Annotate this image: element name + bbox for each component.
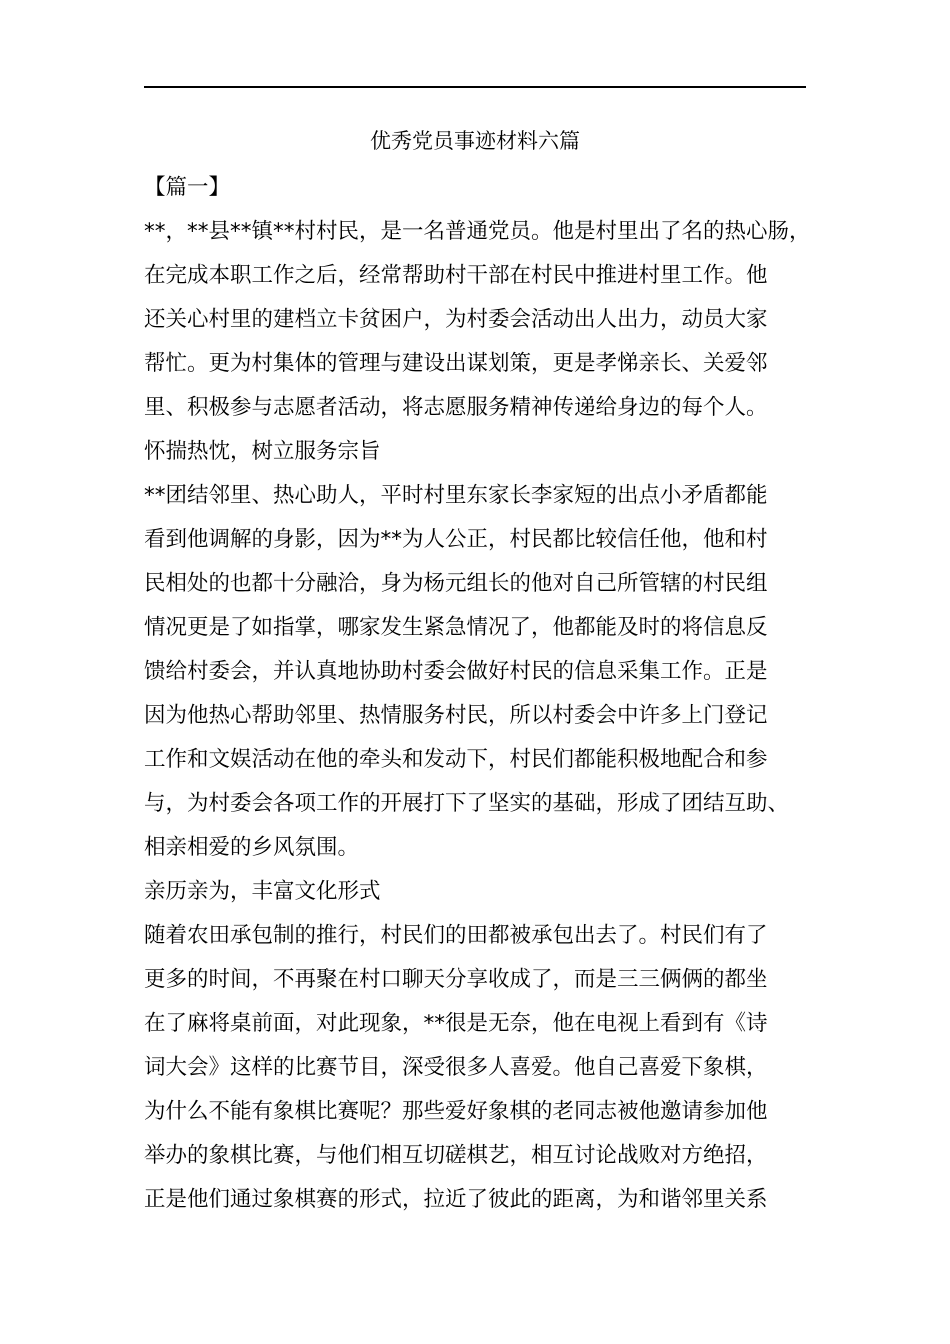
paragraph-line: 里、积极参与志愿者活动，将志愿服务精神传递给身边的每个人。 — [144, 395, 768, 420]
paragraph-line: 在了麻将桌前面，对此现象，**很是无奈，他在电视上看到有《诗 — [144, 1011, 768, 1036]
paragraph-line: 情况更是了如指掌，哪家发生紧急情况了，他都能及时的将信息反 — [144, 615, 768, 640]
paragraph-line: 词大会》这样的比赛节目，深受很多人喜爱。他自己喜爱下象棋， — [144, 1055, 768, 1080]
header-rule — [144, 86, 806, 88]
paragraph-line: 相亲相爱的乡风氛围。 — [144, 835, 360, 860]
subheading: 亲历亲为，丰富文化形式 — [144, 879, 381, 904]
paragraph-line: 看到他调解的身影，因为**为人公正，村民都比较信任他，他和村 — [144, 527, 768, 552]
paragraph-line: 为什么不能有象棋比赛呢？那些爱好象棋的老同志被他邀请参加他 — [144, 1099, 768, 1124]
paragraph-line: 工作和文娱活动在他的牵头和发动下，村民们都能积极地配合和参 — [144, 747, 768, 772]
subheading: 怀揣热忱，树立服务宗旨 — [144, 439, 381, 464]
paragraph-line: **，**县**镇**村村民，是一名普通党员。他是村里出了名的热心肠， — [144, 219, 811, 244]
paragraph-line: 还关心村里的建档立卡贫困户，为村委会活动出人出力，动员大家 — [144, 307, 768, 332]
paragraph-line: 随着农田承包制的推行，村民们的田都被承包出去了。村民们有了 — [144, 923, 768, 948]
paragraph-line: 正是他们通过象棋赛的形式，拉近了彼此的距离，为和谐邻里关系 — [144, 1187, 768, 1212]
document-title: 优秀党员事迹材料六篇 — [370, 129, 580, 153]
paragraph-line: 与，为村委会各项工作的开展打下了坚实的基础，形成了团结互助、 — [144, 791, 790, 816]
paragraph-line: 民相处的也都十分融洽，身为杨元组长的他对自己所管辖的村民组 — [144, 571, 768, 596]
document-body — [144, 166, 844, 1222]
section-heading: 【篇一】 — [144, 175, 231, 200]
paragraph-line: **团结邻里、热心助人，平时村里东家长李家短的出点小矛盾都能 — [144, 483, 768, 508]
paragraph-line: 在完成本职工作之后，经常帮助村干部在村民中推进村里工作。他 — [144, 263, 768, 288]
paragraph-line: 举办的象棋比赛，与他们相互切磋棋艺，相互讨论战败对方绝招， — [144, 1143, 768, 1168]
paragraph-line: 馈给村委会，并认真地协助村委会做好村民的信息采集工作。正是 — [144, 659, 768, 684]
paragraph-line: 帮忙。更为村集体的管理与建设出谋划策，更是孝悌亲长、关爱邻 — [144, 351, 768, 376]
paragraph-line: 因为他热心帮助邻里、热情服务村民，所以村委会中许多上门登记 — [144, 703, 768, 728]
paragraph-line: 更多的时间，不再聚在村口聊天分享收成了，而是三三俩俩的都坐 — [144, 967, 768, 992]
